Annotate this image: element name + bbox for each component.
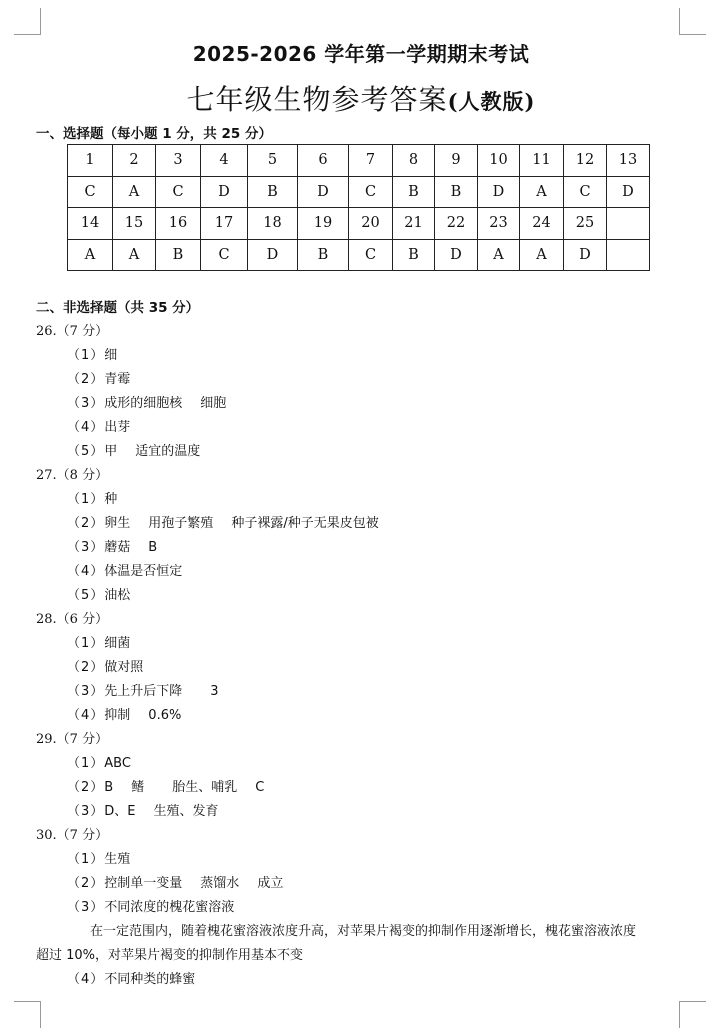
table-cell: D — [298, 176, 349, 208]
answer-text: 控制单一变量 — [104, 876, 183, 891]
table-cell: D — [201, 176, 248, 208]
answer-text: 种子裸露/种子无果皮包被 — [231, 516, 379, 531]
q30-answer-2 — [67, 872, 283, 891]
table-cell: C — [156, 176, 201, 208]
table-row-answers-2 — [68, 239, 650, 271]
subitem-number: （2） — [67, 876, 105, 891]
subitem-number: （3） — [67, 540, 105, 555]
answer-text: 细 — [104, 348, 118, 363]
table-cell: 10 — [478, 145, 520, 177]
q26-answer-1 — [67, 344, 117, 363]
q29-answer-2 — [67, 776, 264, 795]
table-cell: 7 — [349, 145, 393, 177]
table-row-numbers-2 — [68, 208, 650, 240]
edition-label: (人教版) — [447, 89, 536, 114]
corner-mark-bottom-left — [14, 1001, 41, 1028]
table-cell: B — [393, 176, 435, 208]
answer-text: 蘑菇 — [104, 540, 131, 555]
table-cell — [607, 208, 650, 240]
table-cell: 2 — [113, 145, 156, 177]
q28-answer-3 — [67, 680, 219, 699]
table-cell: 5 — [248, 145, 298, 177]
q28-answer-1 — [67, 632, 130, 651]
answer-text: 出芽 — [104, 420, 131, 435]
subitem-number: （3） — [67, 684, 105, 699]
q29-answer-3 — [67, 800, 219, 819]
q27-answer-4 — [67, 560, 182, 579]
answer-text: 细胞 — [200, 396, 227, 411]
table-cell: 23 — [478, 208, 520, 240]
answer-text: 种 — [104, 492, 118, 507]
q30-answer-4 — [67, 968, 195, 987]
question-27-label: 27.（8 分） — [36, 468, 109, 483]
subitem-number: （1） — [67, 492, 105, 507]
table-cell: B — [156, 239, 201, 271]
q26-answer-5 — [67, 440, 200, 459]
question-26-label: 26.（7 分） — [36, 324, 109, 339]
q29-answer-1 — [67, 752, 131, 771]
answer-key-title-main: 七年级生物参考答案 — [186, 83, 448, 116]
answer-text: 甲 — [104, 444, 118, 459]
answer-text: 不同种类的蜂蜜 — [104, 972, 196, 987]
answer-text: 做对照 — [104, 660, 144, 675]
answer-text: 生殖、发育 — [153, 804, 219, 819]
table-cell: 1 — [68, 145, 113, 177]
q28-answer-4 — [67, 704, 181, 723]
q27-answer-2 — [67, 512, 379, 531]
subitem-number: （4） — [67, 972, 105, 987]
question-30-label: 30.（7 分） — [36, 828, 109, 843]
subitem-number: （1） — [67, 852, 105, 867]
answer-text: 0.6% — [148, 708, 182, 723]
question-28-label: 28.（6 分） — [36, 612, 109, 627]
section1-heading: 一、选择题（每小题 1 分，共 25 分） — [36, 126, 272, 142]
table-cell: C — [349, 176, 393, 208]
table-cell: 14 — [68, 208, 113, 240]
subitem-number: （2） — [67, 660, 105, 675]
table-cell: A — [520, 239, 564, 271]
answer-text: 成立 — [257, 876, 284, 891]
corner-mark-top-right — [679, 8, 706, 35]
q30-explanation-line-2: 超过 10%，对苹果片褐变的抑制作用基本不变 — [36, 948, 304, 963]
answer-text: 3 — [210, 684, 219, 699]
answer-text: C — [255, 780, 265, 795]
subitem-number: （4） — [67, 420, 105, 435]
section2-heading: 二、非选择题（共 35 分） — [36, 300, 200, 316]
q30-answer-3 — [67, 896, 234, 915]
answer-text: 细菌 — [104, 636, 131, 651]
table-cell: D — [607, 176, 650, 208]
table-cell: 24 — [520, 208, 564, 240]
answer-text: B — [148, 540, 158, 555]
answer-text: 鳍 — [131, 780, 145, 795]
multiple-choice-answer-table — [67, 144, 650, 271]
subitem-number: （2） — [67, 516, 105, 531]
table-cell: C — [349, 239, 393, 271]
table-row-answers-1 — [68, 176, 650, 208]
table-cell: 8 — [393, 145, 435, 177]
table-cell: D — [564, 239, 607, 271]
table-cell: 13 — [607, 145, 650, 177]
table-cell: C — [564, 176, 607, 208]
answer-text: 体温是否恒定 — [104, 564, 183, 579]
table-cell: 15 — [113, 208, 156, 240]
table-cell: 25 — [564, 208, 607, 240]
subitem-number: （5） — [67, 588, 105, 603]
table-cell: 11 — [520, 145, 564, 177]
subitem-number: （4） — [67, 708, 105, 723]
table-cell: 4 — [201, 145, 248, 177]
table-cell: C — [201, 239, 248, 271]
exam-title: 2025-2026 学年第一学期期末考试 — [192, 42, 530, 66]
table-cell: A — [113, 239, 156, 271]
q27-answer-3 — [67, 536, 157, 555]
corner-mark-top-left — [14, 8, 41, 35]
table-cell: B — [435, 176, 478, 208]
subitem-number: （4） — [67, 564, 105, 579]
subitem-number: （1） — [67, 636, 105, 651]
table-cell: 17 — [201, 208, 248, 240]
answer-text: B — [104, 780, 114, 795]
table-cell: B — [248, 176, 298, 208]
q26-answer-4 — [67, 416, 130, 435]
table-cell: 12 — [564, 145, 607, 177]
table-cell: D — [248, 239, 298, 271]
answer-text: 先上升后下降 — [104, 684, 183, 699]
q27-answer-1 — [67, 488, 117, 507]
answer-text: 用孢子繁殖 — [148, 516, 214, 531]
table-cell: A — [68, 239, 113, 271]
answer-text: 胎生、哺乳 — [172, 780, 238, 795]
table-cell: D — [435, 239, 478, 271]
table-cell: 3 — [156, 145, 201, 177]
table-cell: C — [68, 176, 113, 208]
answer-key-title — [0, 78, 722, 118]
answer-text: 抑制 — [104, 708, 131, 723]
q27-answer-5 — [67, 584, 130, 603]
table-cell: 18 — [248, 208, 298, 240]
table-cell: A — [478, 239, 520, 271]
table-cell: 22 — [435, 208, 478, 240]
subitem-number: （2） — [67, 780, 105, 795]
table-cell: 9 — [435, 145, 478, 177]
q30-answer-1 — [67, 848, 130, 867]
table-cell — [607, 239, 650, 271]
answer-text: 生殖 — [104, 852, 131, 867]
question-29-label: 29.（7 分） — [36, 732, 109, 747]
answer-text: D、E — [104, 804, 136, 819]
subitem-number: （3） — [67, 804, 105, 819]
answer-text: ABC — [104, 756, 131, 771]
table-cell: D — [478, 176, 520, 208]
q30-explanation-line-1: 在一定范围内，随着槐花蜜溶液浓度升高，对苹果片褐变的抑制作用逐渐增长，槐花蜜溶液浓度 — [90, 924, 637, 939]
subitem-number: （2） — [67, 372, 105, 387]
answer-text: 卵生 — [104, 516, 131, 531]
table-row-numbers-1 — [68, 145, 650, 177]
table-cell: B — [298, 239, 349, 271]
subitem-number: （1） — [67, 756, 105, 771]
subitem-number: （5） — [67, 444, 105, 459]
table-cell: A — [520, 176, 564, 208]
table-cell: 16 — [156, 208, 201, 240]
subitem-number: （3） — [67, 396, 105, 411]
table-cell: 20 — [349, 208, 393, 240]
table-cell: 19 — [298, 208, 349, 240]
answer-text: 适宜的温度 — [135, 444, 201, 459]
answer-text: 蒸馏水 — [200, 876, 240, 891]
answer-text: 青霉 — [104, 372, 131, 387]
answer-text: 油松 — [104, 588, 131, 603]
table-cell: B — [393, 239, 435, 271]
table-cell: 6 — [298, 145, 349, 177]
subitem-number: （1） — [67, 348, 105, 363]
q26-answer-2 — [67, 368, 130, 387]
answer-text: 成形的细胞核 — [104, 396, 183, 411]
q28-answer-2 — [67, 656, 143, 675]
table-cell: A — [113, 176, 156, 208]
subitem-number: （3） — [67, 900, 105, 915]
table-cell: 21 — [393, 208, 435, 240]
corner-mark-bottom-right — [679, 1001, 706, 1028]
q26-answer-3 — [67, 392, 226, 411]
answer-text: 不同浓度的槐花蜜溶液 — [104, 900, 235, 915]
